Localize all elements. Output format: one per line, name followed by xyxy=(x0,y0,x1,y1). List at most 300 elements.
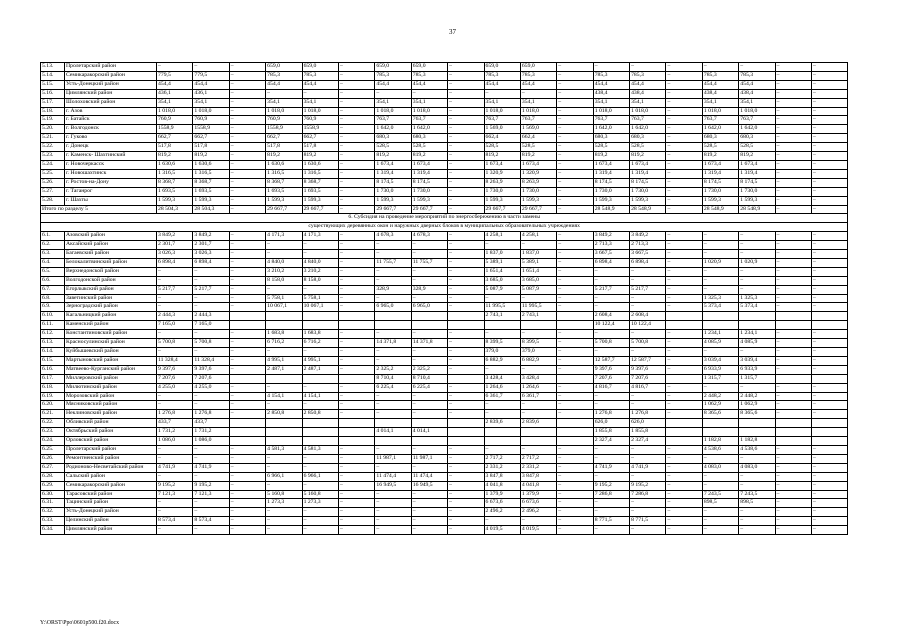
cell-value: – xyxy=(338,445,374,454)
cell-value: – xyxy=(775,80,811,89)
cell-value: 4 085,9 xyxy=(702,339,738,348)
cell-value: – xyxy=(666,160,702,169)
cell-value: 8 399,5 xyxy=(484,339,520,348)
cell-value: 1 673,4 xyxy=(630,160,666,169)
table-row xyxy=(41,267,848,276)
cell-value: – xyxy=(375,517,411,526)
cell-value: – xyxy=(666,294,702,303)
cell-value: 4 816,7 xyxy=(630,383,666,392)
cell-value: 1 234,1 xyxy=(739,330,775,339)
cell-value: – xyxy=(557,303,593,312)
cell-value: 2 301,7 xyxy=(193,241,229,250)
cell-value: 2 713,3 xyxy=(593,241,629,250)
cell-value: – xyxy=(775,392,811,401)
cell-value: 1 086,0 xyxy=(193,437,229,446)
cell-value: 898,5 xyxy=(739,499,775,508)
cell-value: 1 642,0 xyxy=(411,125,447,134)
cell-value xyxy=(448,437,484,446)
cell-value: – xyxy=(484,241,520,250)
cell-value: 763,7 xyxy=(739,116,775,125)
cell-value: – xyxy=(666,187,702,196)
cell-value: – xyxy=(775,89,811,98)
cell-value: 1 693,5 xyxy=(157,187,193,196)
cell-value: – xyxy=(448,187,484,196)
cell-value: 354,1 xyxy=(593,98,629,107)
cell-value: 1 730,0 xyxy=(702,187,738,196)
row-number: 6.24. xyxy=(41,437,65,446)
row-number: 5.16. xyxy=(41,89,65,98)
cell-value xyxy=(812,419,848,428)
cell-value: – xyxy=(338,526,374,535)
cell-value: 1 642,0 xyxy=(739,125,775,134)
cell-value: – xyxy=(812,383,848,392)
cell-value: 8 158,0 xyxy=(302,276,338,285)
table-row xyxy=(41,445,848,454)
cell-value: – xyxy=(739,481,775,490)
cell-value: 1 599,3 xyxy=(375,196,411,205)
cell-value: 1 599,3 xyxy=(520,196,556,205)
cell-value: – xyxy=(229,526,265,535)
cell-value: 379,0 xyxy=(520,348,556,357)
cell-value: – xyxy=(812,356,848,365)
cell-value: – xyxy=(520,365,556,374)
cell-value: – xyxy=(193,294,229,303)
cell-value: – xyxy=(739,348,775,357)
cell-value: 8 573,4 xyxy=(193,517,229,526)
cell-value: 28 548,9 xyxy=(739,205,775,214)
district-name: Ремонтненский район xyxy=(65,454,157,463)
cell-value: – xyxy=(229,71,265,80)
cell-value: 6 933,9 xyxy=(702,365,738,374)
cell-value: – xyxy=(775,348,811,357)
cell-value: 1 599,3 xyxy=(593,196,629,205)
cell-value: 819,2 xyxy=(193,152,229,161)
cell-value: – xyxy=(812,472,848,481)
cell-value: 1 673,4 xyxy=(375,160,411,169)
cell-value: – xyxy=(557,401,593,410)
cell-value: – xyxy=(557,339,593,348)
table-row xyxy=(41,419,848,428)
cell-value: – xyxy=(229,160,265,169)
cell-value xyxy=(557,428,593,437)
cell-value: 1 837,0 xyxy=(484,250,520,259)
cell-value: – xyxy=(775,276,811,285)
district-name: Азовский район xyxy=(65,232,157,241)
cell-value: 1 319,4 xyxy=(702,169,738,178)
cell-value: 1 325,3 xyxy=(702,294,738,303)
cell-value: – xyxy=(557,152,593,161)
cell-value: – xyxy=(375,330,411,339)
table-row xyxy=(41,330,848,339)
cell-value: – xyxy=(812,517,848,526)
cell-value xyxy=(448,419,484,428)
cell-value: – xyxy=(157,499,193,508)
cell-value: – xyxy=(775,152,811,161)
table-row xyxy=(41,348,848,357)
cell-value: 763,7 xyxy=(593,116,629,125)
cell-value: – xyxy=(812,294,848,303)
row-number: 6.5. xyxy=(41,267,65,276)
cell-value: 1 693,5 xyxy=(193,187,229,196)
cell-value: – xyxy=(229,303,265,312)
cell-value: – xyxy=(812,463,848,472)
cell-value xyxy=(557,437,593,446)
cell-value: 1 320,9 xyxy=(520,169,556,178)
cell-value: – xyxy=(557,134,593,143)
cell-value: 4 019,5 xyxy=(520,526,556,535)
cell-value: 517,8 xyxy=(193,143,229,152)
cell-value: – xyxy=(338,258,374,267)
cell-value: 528,5 xyxy=(520,143,556,152)
cell-value: – xyxy=(448,356,484,365)
cell-value: – xyxy=(229,330,265,339)
cell-value: – xyxy=(193,445,229,454)
cell-value: 5 160,8 xyxy=(302,490,338,499)
cell-value xyxy=(666,321,702,330)
cell-value: – xyxy=(157,267,193,276)
cell-value: – xyxy=(775,160,811,169)
cell-value: – xyxy=(157,392,193,401)
cell-value: – xyxy=(448,125,484,134)
row-number: 6.13. xyxy=(41,339,65,348)
table-row xyxy=(41,392,848,401)
cell-value: 354,1 xyxy=(157,98,193,107)
cell-value: – xyxy=(666,143,702,152)
cell-value: – xyxy=(448,365,484,374)
table-row xyxy=(41,321,848,330)
cell-value: 785,3 xyxy=(302,71,338,80)
cell-value: – xyxy=(229,178,265,187)
cell-value xyxy=(484,437,520,446)
cell-value: – xyxy=(338,89,374,98)
cell-value: 4 581,3 xyxy=(302,445,338,454)
cell-value: – xyxy=(157,526,193,535)
cell-value xyxy=(812,428,848,437)
cell-value: – xyxy=(157,508,193,517)
district-name: Егорлыкский район xyxy=(65,285,157,294)
cell-value: 4 083,0 xyxy=(702,463,738,472)
cell-value: – xyxy=(557,196,593,205)
cell-value: – xyxy=(411,241,447,250)
cell-value: – xyxy=(775,143,811,152)
cell-value: 4 041,8 xyxy=(520,481,556,490)
cell-value: 659,0 xyxy=(266,63,302,72)
cell-value: – xyxy=(448,463,484,472)
cell-value: – xyxy=(338,152,374,161)
cell-value: 3 210,2 xyxy=(266,267,302,276)
cell-value: 4 741,9 xyxy=(157,463,193,472)
cell-value: – xyxy=(338,80,374,89)
cell-value: – xyxy=(338,267,374,276)
cell-value: – xyxy=(448,330,484,339)
cell-value: – xyxy=(193,63,229,72)
cell-value: – xyxy=(593,276,629,285)
cell-value: – xyxy=(448,71,484,80)
cell-value: – xyxy=(229,98,265,107)
cell-value: – xyxy=(739,232,775,241)
cell-value: 433,7 xyxy=(157,419,193,428)
cell-value: – xyxy=(375,356,411,365)
cell-value: – xyxy=(666,303,702,312)
cell-value: – xyxy=(775,463,811,472)
cell-value: – xyxy=(448,250,484,259)
cell-value xyxy=(411,419,447,428)
cell-value: – xyxy=(338,71,374,80)
cell-value: – xyxy=(812,98,848,107)
cell-value: – xyxy=(338,232,374,241)
cell-value: 4 019,5 xyxy=(484,526,520,535)
cell-value: 2 327,4 xyxy=(593,437,629,446)
cell-value: – xyxy=(266,250,302,259)
cell-value: 11 474,4 xyxy=(375,472,411,481)
table-row xyxy=(41,481,848,490)
table-row xyxy=(41,258,848,267)
cell-value: – xyxy=(739,241,775,250)
cell-value: – xyxy=(157,445,193,454)
row-number: 5.22. xyxy=(41,143,65,152)
cell-value: – xyxy=(557,356,593,365)
district-name: Цимлянский район xyxy=(65,89,157,98)
district-name: г. Новошахтинск xyxy=(65,169,157,178)
table-row xyxy=(41,232,848,241)
cell-value xyxy=(484,428,520,437)
cell-value: 1 018,0 xyxy=(702,107,738,116)
cell-value: – xyxy=(557,241,593,250)
cell-value: – xyxy=(666,445,702,454)
cell-value: 7 243,5 xyxy=(739,490,775,499)
cell-value: – xyxy=(666,250,702,259)
cell-value: – xyxy=(775,125,811,134)
cell-value xyxy=(775,312,811,321)
table-row xyxy=(41,143,848,152)
cell-value: 1 276,8 xyxy=(193,410,229,419)
cell-value: 8 263,9 xyxy=(484,178,520,187)
cell-value: 3 847,8 xyxy=(484,472,520,481)
cell-value: 785,3 xyxy=(411,71,447,80)
cell-value: – xyxy=(702,472,738,481)
cell-value: – xyxy=(266,285,302,294)
cell-value: – xyxy=(520,330,556,339)
cell-value: – xyxy=(338,472,374,481)
cell-value: 354,1 xyxy=(302,98,338,107)
cell-value: 2 850,8 xyxy=(266,410,302,419)
cell-value: – xyxy=(229,499,265,508)
cell-value: – xyxy=(229,63,265,72)
cell-value: 659,0 xyxy=(411,63,447,72)
table-row xyxy=(41,374,848,383)
cell-value: 3 685,0 xyxy=(484,276,520,285)
cell-value xyxy=(338,437,374,446)
cell-value: – xyxy=(375,508,411,517)
row-number: 6.30. xyxy=(41,490,65,499)
cell-value: 659,0 xyxy=(375,63,411,72)
cell-value: – xyxy=(666,232,702,241)
table-row xyxy=(41,437,848,446)
cell-value: – xyxy=(266,481,302,490)
cell-value: – xyxy=(630,508,666,517)
cell-value xyxy=(448,374,484,383)
table-row xyxy=(41,178,848,187)
cell-value: 5 389,1 xyxy=(520,258,556,267)
cell-value: 29 667,7 xyxy=(302,205,338,214)
cell-value: 528,5 xyxy=(375,143,411,152)
cell-value: – xyxy=(557,330,593,339)
cell-value: – xyxy=(557,178,593,187)
cell-value: – xyxy=(338,63,374,72)
cell-value: – xyxy=(193,454,229,463)
cell-value: – xyxy=(557,410,593,419)
district-name: Кагальницкий район xyxy=(65,312,157,321)
cell-value: 4 085,9 xyxy=(739,339,775,348)
cell-value: – xyxy=(157,276,193,285)
district-name: Неклиновский район xyxy=(65,410,157,419)
cell-value: 626,0 xyxy=(630,419,666,428)
cell-value: – xyxy=(666,169,702,178)
cell-value xyxy=(266,437,302,446)
row-number: 6.27. xyxy=(41,463,65,472)
cell-value: – xyxy=(775,232,811,241)
cell-value: – xyxy=(666,89,702,98)
cell-value: 1 018,0 xyxy=(193,107,229,116)
cell-value: – xyxy=(338,463,374,472)
cell-value: – xyxy=(557,517,593,526)
cell-value: – xyxy=(666,356,702,365)
cell-value xyxy=(812,437,848,446)
cell-value: – xyxy=(593,348,629,357)
cell-value: 8 368,7 xyxy=(302,178,338,187)
cell-value: 2 839,6 xyxy=(520,419,556,428)
cell-value xyxy=(302,374,338,383)
table-row xyxy=(41,339,848,348)
cell-value: – xyxy=(229,169,265,178)
cell-value xyxy=(775,374,811,383)
cell-value: – xyxy=(775,116,811,125)
cell-value xyxy=(338,312,374,321)
cell-value: 819,2 xyxy=(411,152,447,161)
cell-value: 1 642,0 xyxy=(630,125,666,134)
cell-value: – xyxy=(157,472,193,481)
cell-value xyxy=(266,419,302,428)
cell-value: – xyxy=(229,517,265,526)
cell-value: – xyxy=(775,107,811,116)
cell-value xyxy=(557,312,593,321)
cell-value xyxy=(375,312,411,321)
row-number: 6.23. xyxy=(41,428,65,437)
cell-value: – xyxy=(375,250,411,259)
cell-value: – xyxy=(557,526,593,535)
cell-value: – xyxy=(338,481,374,490)
row-number: 6.34. xyxy=(41,526,65,535)
cell-value: – xyxy=(411,267,447,276)
district-name: Константиновский район xyxy=(65,330,157,339)
cell-value: – xyxy=(557,63,593,72)
table-row xyxy=(41,196,848,205)
cell-value: – xyxy=(812,107,848,116)
cell-value: 3 039,4 xyxy=(739,356,775,365)
cell-value: 785,3 xyxy=(630,71,666,80)
cell-value: – xyxy=(557,89,593,98)
district-name: Пролетарский район xyxy=(65,63,157,72)
cell-value: – xyxy=(229,116,265,125)
cell-value: – xyxy=(557,125,593,134)
cell-value: – xyxy=(739,285,775,294)
table-row xyxy=(41,383,848,392)
cell-value: 819,2 xyxy=(520,152,556,161)
cell-value: – xyxy=(812,481,848,490)
budget-table xyxy=(40,62,848,535)
table-row xyxy=(41,365,848,374)
cell-value: – xyxy=(775,303,811,312)
cell-value: – xyxy=(702,241,738,250)
district-name: г. Гуково xyxy=(65,134,157,143)
district-name: Орловский район xyxy=(65,437,157,446)
cell-value: – xyxy=(229,285,265,294)
cell-value: – xyxy=(229,241,265,250)
cell-value xyxy=(266,321,302,330)
cell-value: 2 717,2 xyxy=(520,454,556,463)
cell-value: 1558,9 xyxy=(193,125,229,134)
district-name: Сальский район xyxy=(65,472,157,481)
cell-value xyxy=(702,312,738,321)
cell-value: – xyxy=(229,276,265,285)
cell-value xyxy=(266,428,302,437)
table-row xyxy=(41,499,848,508)
cell-value: – xyxy=(775,490,811,499)
cell-value: – xyxy=(338,401,374,410)
cell-value: – xyxy=(193,303,229,312)
cell-value: 1 062,9 xyxy=(702,401,738,410)
cell-value: 1 630,6 xyxy=(266,160,302,169)
cell-value: – xyxy=(302,508,338,517)
cell-value: 28 548,9 xyxy=(702,205,738,214)
cell-value xyxy=(302,419,338,428)
cell-value: 2 448,2 xyxy=(702,392,738,401)
cell-value: – xyxy=(557,490,593,499)
cell-value: – xyxy=(411,410,447,419)
cell-value: 1 325,3 xyxy=(739,294,775,303)
district-name: г. Каменск- Шахтинский xyxy=(65,152,157,161)
cell-value: 5 758,1 xyxy=(266,294,302,303)
cell-value: – xyxy=(812,71,848,80)
cell-value xyxy=(666,428,702,437)
row-number: 6.17. xyxy=(41,374,65,383)
cell-value: 454,4 xyxy=(702,80,738,89)
cell-value: 7 286,8 xyxy=(593,490,629,499)
cell-value: 5 217,7 xyxy=(630,285,666,294)
cell-value: 3 428,4 xyxy=(484,374,520,383)
cell-value: 3 667,5 xyxy=(593,250,629,259)
cell-value: 1 316,5 xyxy=(193,169,229,178)
cell-value xyxy=(229,419,265,428)
cell-value xyxy=(739,312,775,321)
row-number: 6.16. xyxy=(41,365,65,374)
cell-value: 7 207,6 xyxy=(157,374,193,383)
cell-value xyxy=(338,321,374,330)
row-number: 5.26. xyxy=(41,178,65,187)
cell-value: 785,3 xyxy=(593,71,629,80)
cell-value: 4 995,1 xyxy=(302,356,338,365)
district-name: г. Азов xyxy=(65,107,157,116)
cell-value xyxy=(775,428,811,437)
cell-value: 6 933,9 xyxy=(739,365,775,374)
cell-value: – xyxy=(229,107,265,116)
cell-value: 7 207,6 xyxy=(630,374,666,383)
cell-value: 5 700,8 xyxy=(630,339,666,348)
cell-value xyxy=(666,437,702,446)
cell-value: – xyxy=(302,383,338,392)
cell-value: 1 020,9 xyxy=(702,258,738,267)
cell-value: – xyxy=(448,143,484,152)
